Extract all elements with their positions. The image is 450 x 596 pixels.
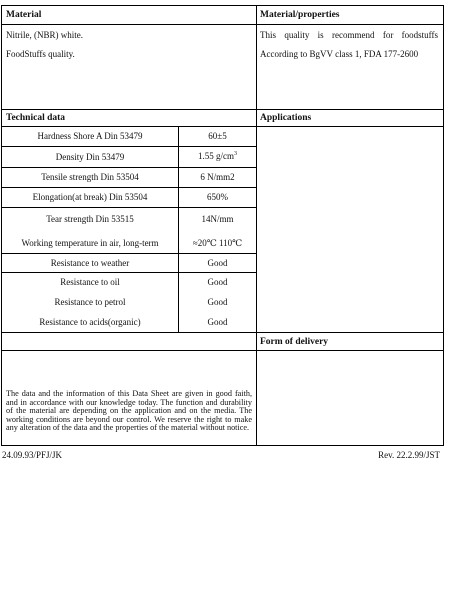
properties-header: Material/properties — [260, 10, 340, 20]
technical-label: Resistance to acids(organic) — [39, 317, 141, 327]
technical-value: Good — [207, 317, 228, 327]
material-header: Material — [6, 10, 42, 20]
technical-label: Resistance to oil — [60, 277, 120, 287]
row-line — [2, 146, 256, 147]
disclaimer-text: The data and the information of this Data Sheet are given in good faith, and in accordance with our knowledge today. The function and durability of the material are depending on the application and on the media. The working conditions are beyond our control. We reserve the right to make any alteration of the data and the properties of the material without notice. — [6, 389, 252, 433]
row-line — [2, 207, 256, 208]
delivery-content — [257, 351, 443, 445]
row-line — [2, 253, 256, 254]
material-line-2: FoodStuffs quality. — [6, 49, 75, 59]
footer-date: 24.09.93/PFJ/JK — [2, 450, 63, 460]
technical-label: Resistance to weather — [50, 258, 130, 268]
delivery-header: Form of delivery — [260, 337, 329, 347]
properties-text: This quality is recommend for foodstuffs According to BgVV class 1, FDA 177-2600 — [260, 30, 438, 59]
technical-value: 14N/mm — [201, 214, 234, 224]
material-description — [6, 26, 251, 64]
row-line — [2, 167, 256, 168]
technical-label: Hardness Shore A Din 53479 — [37, 131, 143, 141]
section-divider-technical — [2, 109, 443, 110]
data-sheet — [1, 5, 444, 446]
technical-value — [179, 151, 256, 161]
footer-revision: Rev. 22.2.99/JST — [378, 450, 440, 460]
density-unit-exponent: 3 — [234, 151, 237, 157]
row-line — [2, 187, 256, 188]
technical-value: 6 N/mm2 — [200, 172, 235, 182]
technical-value: Good — [207, 258, 228, 268]
technical-header: Technical data — [6, 113, 66, 123]
technical-table — [2, 126, 256, 332]
technical-label: Tear strength Din 53515 — [46, 214, 134, 224]
technical-value: 650% — [207, 192, 228, 202]
row-line — [2, 272, 256, 273]
technical-value: ≈20℃ 110℃ — [192, 238, 243, 248]
density-value: 1.55 g/cm — [198, 151, 234, 161]
technical-label: Density Din 53479 — [55, 152, 125, 162]
applications-content — [257, 127, 443, 332]
technical-label: Tensile strength Din 53504 — [41, 172, 139, 182]
technical-label: Resistance to petrol — [54, 297, 126, 307]
technical-label: Working temperature in air, long-term — [21, 238, 159, 248]
technical-value: Good — [207, 277, 228, 287]
technical-label: Elongation(at break) Din 53504 — [32, 192, 148, 202]
technical-value: Good — [207, 297, 228, 307]
applications-header: Applications — [260, 113, 312, 123]
section-divider-delivery — [2, 332, 443, 333]
material-line-1: Nitrile, (NBR) white. — [6, 30, 83, 40]
header-divider — [2, 24, 443, 25]
technical-value: 60±5 — [208, 131, 227, 141]
